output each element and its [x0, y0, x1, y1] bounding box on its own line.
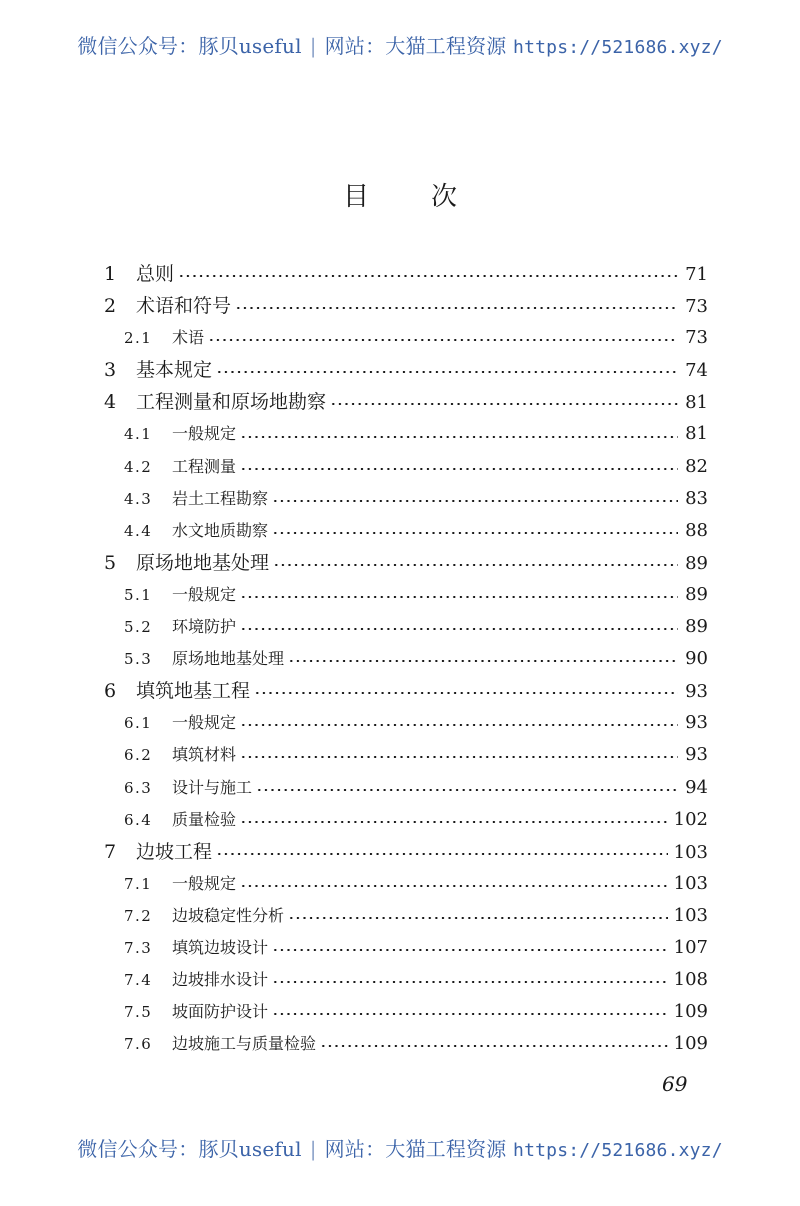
toc-entry-label: 总则	[136, 263, 175, 285]
dot-leader	[272, 949, 668, 951]
toc-entry-page: 93	[685, 744, 708, 766]
toc-entry-label: 环境防护	[172, 617, 237, 637]
dot-leader	[240, 628, 678, 630]
watermark-url[interactable]: https://521686.xyz/	[513, 1140, 723, 1161]
toc-entry-number: 4.1	[124, 425, 153, 444]
table-of-contents	[100, 258, 708, 1060]
dot-leader	[256, 789, 678, 791]
toc-entry-6[interactable]	[100, 675, 708, 707]
toc-entry-number: 3	[104, 359, 117, 382]
toc-entry-number: 7.1	[124, 874, 153, 893]
toc-entry-5-2[interactable]	[100, 611, 708, 643]
toc-entry-6-2[interactable]	[100, 739, 708, 771]
toc-entry-number: 6.1	[124, 714, 153, 733]
toc-entry-4-4[interactable]	[100, 515, 708, 547]
toc-entry-4-1[interactable]	[100, 418, 708, 450]
toc-entry-label: 填筑材料	[172, 745, 237, 765]
toc-entry-number: 2.1	[124, 329, 153, 348]
toc-entry-number: 4.2	[124, 457, 153, 476]
dot-leader	[288, 917, 668, 919]
toc-entry-number: 7.3	[124, 938, 153, 957]
watermark-wechat: 微信公众号：豚贝useful	[77, 34, 302, 58]
toc-entry-page: 109	[673, 1001, 708, 1023]
dot-leader	[272, 532, 678, 534]
toc-entry-4[interactable]	[100, 386, 708, 418]
dot-leader	[254, 692, 678, 694]
toc-entry-number: 6	[104, 680, 117, 703]
toc-entry-page: 103	[673, 904, 708, 926]
dot-leader	[272, 1013, 668, 1015]
dot-leader	[178, 275, 678, 277]
toc-entry-number: 6.2	[124, 746, 153, 765]
page-number: 69	[662, 1072, 688, 1096]
toc-entry-label: 原场地地基处理	[172, 649, 285, 669]
toc-entry-page: 108	[673, 969, 708, 991]
toc-entry-number: 7	[104, 840, 117, 863]
toc-entry-4-2[interactable]	[100, 451, 708, 483]
toc-entry-number: 7.2	[124, 906, 153, 925]
toc-entry-page: 93	[685, 681, 708, 703]
toc-entry-5-1[interactable]	[100, 579, 708, 611]
dot-leader	[320, 1045, 668, 1047]
toc-entry-page: 83	[685, 487, 708, 509]
dot-leader	[240, 821, 668, 823]
toc-entry-label: 术语和符号	[136, 295, 232, 318]
toc-entry-label: 一般规定	[172, 873, 237, 893]
toc-entry-label: 填筑边坡设计	[172, 937, 269, 957]
dot-leader	[240, 885, 668, 887]
toc-entry-number: 7.4	[124, 971, 153, 990]
dot-leader	[216, 853, 668, 855]
toc-entry-page: 74	[685, 360, 708, 382]
watermark-separator: |	[309, 34, 317, 58]
toc-entry-3[interactable]	[100, 354, 708, 386]
toc-entry-number: 6.3	[124, 778, 153, 797]
toc-entry-1[interactable]	[100, 258, 708, 290]
dot-leader	[216, 371, 678, 373]
dot-leader	[240, 724, 678, 726]
dot-leader	[273, 564, 678, 566]
toc-entry-page: 90	[685, 648, 708, 670]
toc-entry-number: 5	[104, 551, 117, 574]
toc-entry-number: 4	[104, 391, 117, 414]
toc-entry-page: 89	[685, 552, 708, 574]
toc-entry-6-4[interactable]	[100, 804, 708, 836]
toc-entry-number: 4.3	[124, 489, 153, 508]
watermark-banner-top	[0, 30, 800, 59]
toc-entry-label: 工程测量和原场地勘察	[136, 391, 327, 414]
toc-entry-label: 坡面防护设计	[172, 1002, 269, 1022]
toc-entry-label: 一般规定	[172, 424, 237, 444]
watermark-separator: |	[309, 1137, 317, 1161]
toc-entry-7[interactable]	[100, 836, 708, 868]
toc-entry-page: 102	[673, 808, 708, 830]
toc-entry-page: 93	[685, 712, 708, 734]
toc-entry-6-1[interactable]	[100, 707, 708, 739]
dot-leader	[272, 500, 678, 502]
toc-entry-label: 原场地地基处理	[136, 551, 270, 574]
toc-entry-page: 71	[685, 264, 708, 285]
toc-entry-label: 边坡施工与质量检验	[172, 1034, 317, 1054]
toc-entry-label: 填筑地基工程	[136, 680, 251, 703]
toc-entry-number: 4.4	[124, 521, 153, 540]
toc-entry-number: 2	[104, 295, 117, 318]
toc-entry-page: 94	[685, 776, 708, 798]
toc-entry-number: 6.4	[124, 810, 153, 829]
toc-entry-label: 工程测量	[172, 456, 237, 476]
toc-entry-page: 81	[685, 423, 708, 445]
watermark-site: 网站：大猫工程资源	[324, 1137, 507, 1161]
toc-entry-label: 一般规定	[172, 713, 237, 733]
dot-leader	[240, 436, 678, 438]
toc-entry-label: 岩土工程勘察	[172, 488, 269, 508]
toc-entry-number: 1	[104, 263, 117, 285]
dot-leader	[272, 981, 668, 983]
toc-entry-7-5[interactable]	[100, 996, 708, 1028]
toc-entry-label: 术语	[172, 328, 205, 348]
dot-leader	[240, 756, 678, 758]
toc-entry-7-4[interactable]	[100, 964, 708, 996]
watermark-banner-bottom	[0, 1133, 800, 1162]
toc-entry-page: 103	[673, 872, 708, 894]
toc-entry-label: 边坡稳定性分析	[172, 905, 285, 925]
toc-entry-label: 基本规定	[136, 359, 213, 382]
toc-entry-page: 88	[685, 519, 708, 541]
dot-leader	[288, 660, 678, 662]
dot-leader	[235, 307, 678, 309]
page-title: 目次	[342, 182, 519, 212]
toc-entry-number: 5.3	[124, 650, 153, 669]
toc-entry-label: 边坡排水设计	[172, 970, 269, 990]
toc-entry-7-1[interactable]	[100, 868, 708, 900]
toc-entry-label: 边坡工程	[136, 840, 213, 863]
watermark-wechat: 微信公众号：豚贝useful	[77, 1137, 302, 1161]
toc-entry-5-3[interactable]	[100, 643, 708, 675]
dot-leader	[330, 403, 678, 405]
toc-entry-page: 109	[673, 1033, 708, 1055]
toc-entry-6-3[interactable]	[100, 772, 708, 804]
toc-entry-label: 水文地质勘察	[172, 520, 269, 540]
toc-entry-page: 81	[685, 392, 708, 414]
toc-entry-label: 质量检验	[172, 809, 237, 829]
toc-entry-label: 一般规定	[172, 584, 237, 604]
watermark-site: 网站：大猫工程资源	[324, 34, 507, 58]
toc-entry-page: 82	[685, 455, 708, 477]
toc-entry-7-2[interactable]	[100, 900, 708, 932]
toc-entry-number: 5.1	[124, 585, 153, 604]
watermark-url[interactable]: https://521686.xyz/	[513, 37, 723, 58]
dot-leader	[208, 339, 678, 341]
toc-entry-number: 7.5	[124, 1003, 153, 1022]
dot-leader	[240, 596, 678, 598]
toc-entry-number: 7.6	[124, 1035, 153, 1054]
toc-entry-2[interactable]	[100, 290, 708, 322]
dot-leader	[240, 468, 678, 470]
toc-entry-page: 73	[685, 327, 708, 349]
toc-entry-2-1[interactable]	[100, 322, 708, 354]
toc-entry-5[interactable]	[100, 547, 708, 579]
toc-entry-page: 89	[685, 616, 708, 638]
toc-entry-7-3[interactable]	[100, 932, 708, 964]
toc-entry-4-3[interactable]	[100, 483, 708, 515]
toc-entry-label: 设计与施工	[172, 777, 253, 797]
toc-entry-page: 89	[685, 583, 708, 605]
toc-entry-7-6[interactable]	[100, 1028, 708, 1060]
toc-entry-page: 103	[673, 841, 708, 863]
toc-entry-page: 73	[685, 296, 708, 318]
toc-entry-page: 107	[673, 936, 708, 958]
toc-entry-number: 5.2	[124, 618, 153, 637]
